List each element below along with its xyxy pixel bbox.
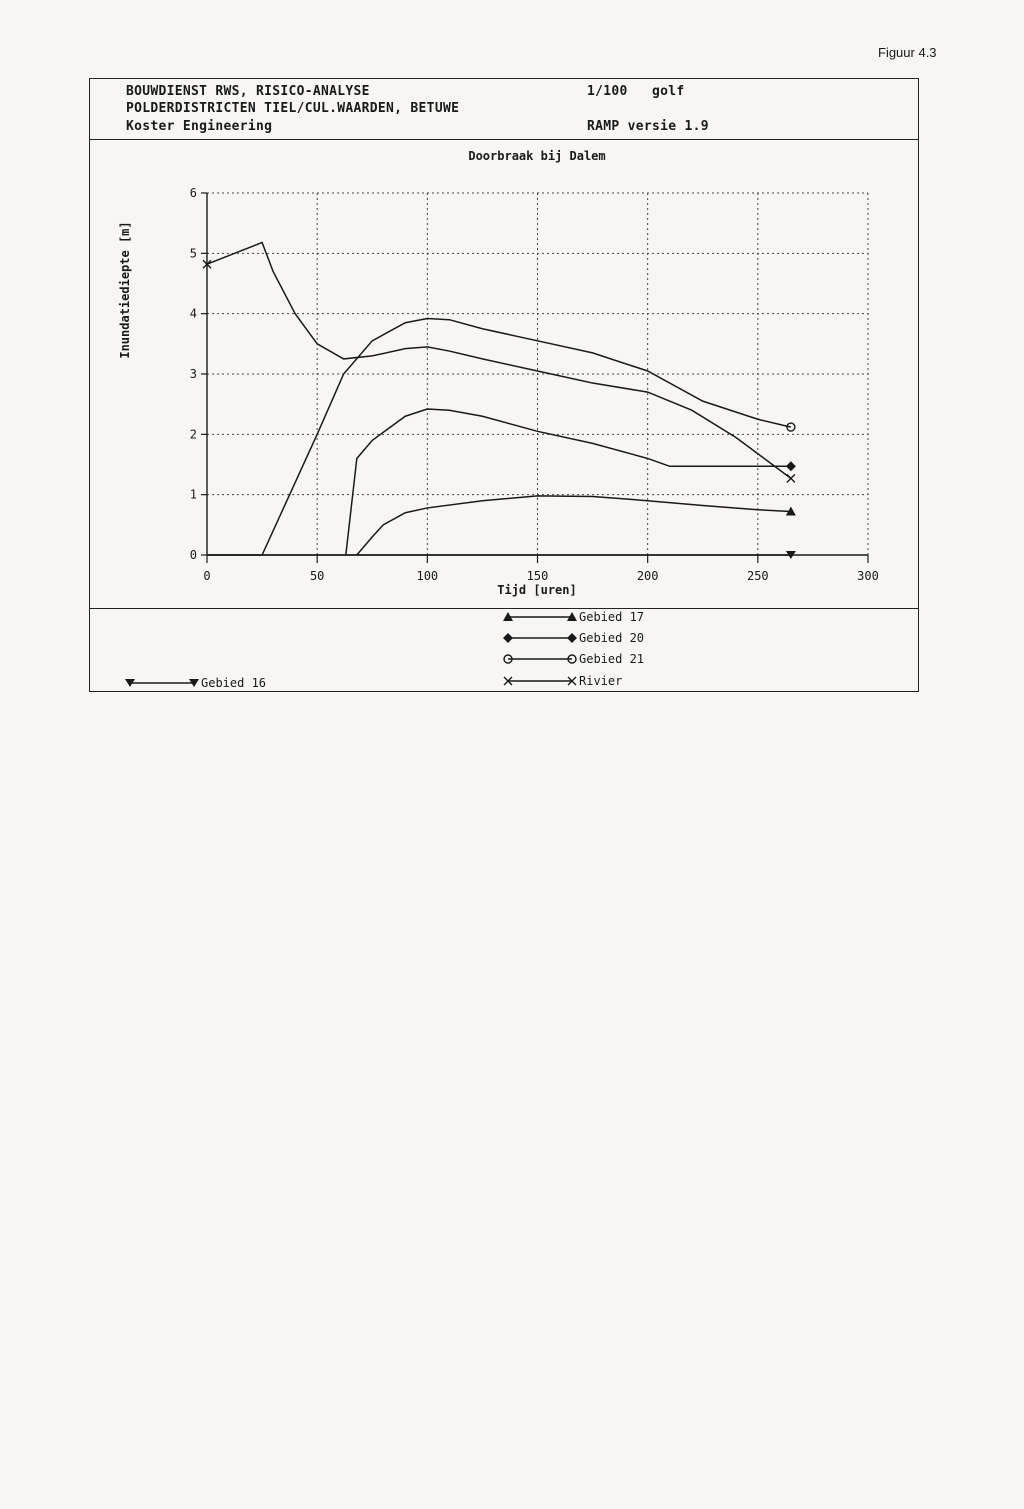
series-line-rivier	[207, 242, 791, 478]
legend-item-rivier	[504, 674, 622, 688]
legend-marker-gebied-20	[567, 633, 577, 643]
x-axis-label: Tijd [uren]	[497, 583, 577, 597]
x-tick-label: 300	[857, 569, 879, 583]
legend-label-gebied-20: Gebied 20	[579, 631, 645, 645]
y-tick-label: 2	[189, 427, 197, 442]
y-tick-label: 4	[189, 306, 197, 321]
legend-marker-gebied-20	[503, 633, 513, 643]
y-tick-label: 6	[189, 186, 197, 200]
x-tick-label: 200	[636, 569, 659, 583]
marker-rivier	[787, 474, 795, 482]
legend-label-gebied-17: Gebied 17	[579, 610, 645, 624]
figure-label: Figuur 4.3	[878, 45, 937, 60]
y-tick-label: 5	[189, 246, 197, 261]
x-tick-label: 0	[203, 569, 211, 583]
header-line3: Koster Engineering	[126, 119, 273, 134]
header-version: RAMP versie 1.9	[587, 119, 709, 134]
axes	[190, 186, 879, 583]
y-tick-label: 0	[189, 548, 197, 562]
header-line2: POLDERDISTRICTEN TIEL/CUL.WAARDEN, BETUWE	[126, 101, 460, 116]
x-tick-label: 150	[526, 569, 549, 583]
legend-item-gebied-21	[504, 652, 644, 666]
legend	[125, 610, 644, 690]
grid	[207, 193, 868, 555]
legend-item-gebied-17	[503, 610, 644, 624]
legend-label-rivier: Rivier	[579, 674, 623, 688]
marker-gebied-20	[786, 461, 796, 471]
x-tick-label: 250	[746, 569, 769, 583]
legend-item-gebied-20	[503, 631, 644, 645]
legend-label-gebied-16: Gebied 16	[201, 676, 267, 690]
legend-item-gebied-16	[125, 676, 266, 690]
y-axis-label: Inundatiediepte [m]	[118, 221, 132, 359]
x-tick-label: 50	[309, 569, 325, 583]
series-lines	[203, 242, 796, 559]
chart-title: Doorbraak bij Dalem	[468, 149, 606, 163]
header-line1: BOUWDIENST RWS, RISICO-ANALYSE	[126, 84, 370, 99]
series-line-gebied-17	[357, 496, 791, 555]
legend-label-gebied-21: Gebied 21	[579, 652, 645, 666]
x-tick-label: 100	[416, 569, 439, 583]
series-line-gebied-21	[207, 318, 791, 555]
y-tick-label: 1	[189, 487, 197, 502]
header-scenario: 1/100 golf	[587, 84, 685, 99]
y-tick-label: 3	[189, 367, 197, 381]
